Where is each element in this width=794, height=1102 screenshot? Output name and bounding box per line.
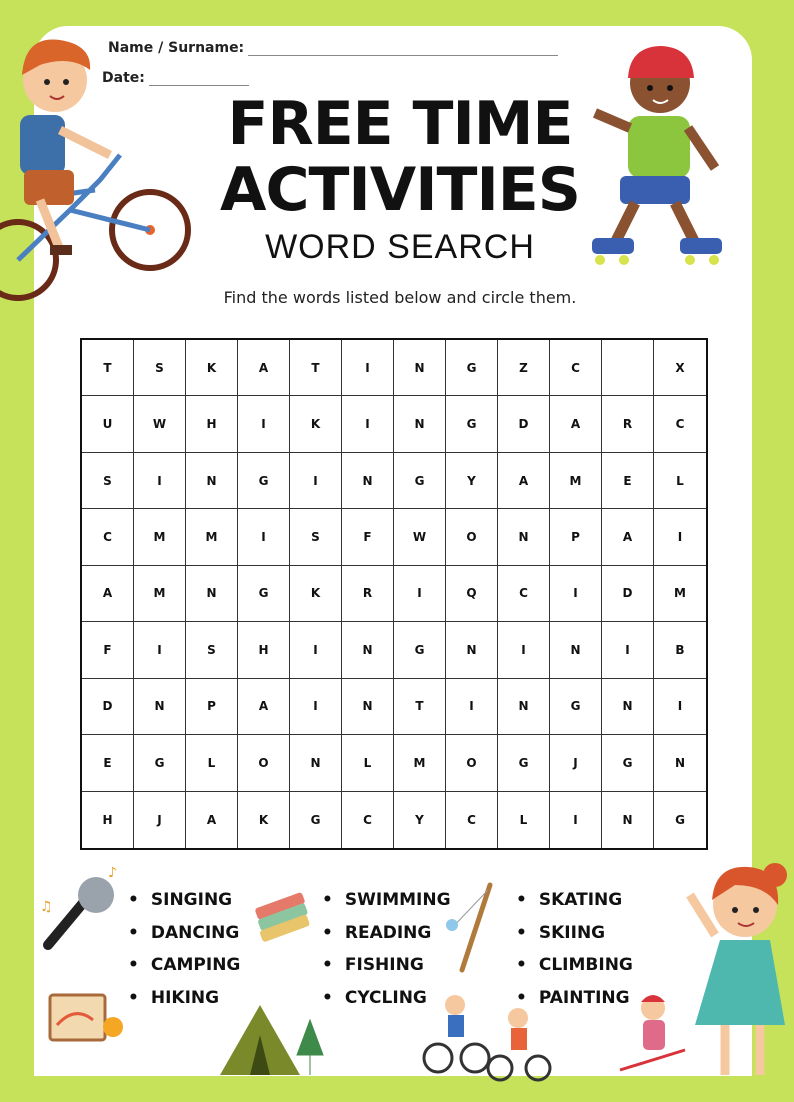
painting-easel-icon (45, 985, 130, 1050)
grid-cell[interactable]: I (238, 396, 290, 452)
grid-cell[interactable]: I (342, 340, 394, 396)
grid-cell[interactable]: I (394, 566, 446, 622)
microphone-icon (38, 865, 128, 955)
grid-cell[interactable]: A (238, 679, 290, 735)
grid-cell[interactable]: I (446, 679, 498, 735)
grid-cell[interactable]: H (238, 622, 290, 678)
title-line-2: ACTIVITIES (220, 155, 580, 225)
grid-cell[interactable]: R (342, 566, 394, 622)
grid-cell[interactable]: Q (446, 566, 498, 622)
grid-cell[interactable]: N (342, 622, 394, 678)
svg-text:♪: ♪ (108, 865, 117, 881)
grid-cell[interactable]: M (394, 735, 446, 791)
grid-cell[interactable]: O (238, 735, 290, 791)
fishing-rod-icon (440, 880, 500, 980)
grid-cell[interactable]: M (186, 509, 238, 565)
grid-cell[interactable]: A (82, 566, 134, 622)
grid-cell[interactable]: C (342, 792, 394, 848)
grid-cell[interactable]: S (82, 453, 134, 509)
grid-cell[interactable]: I (654, 679, 706, 735)
grid-cell[interactable]: I (654, 509, 706, 565)
grid-cell[interactable]: C (446, 792, 498, 848)
tent-icon (215, 995, 335, 1080)
grid-cell[interactable]: Y (446, 453, 498, 509)
grid-cell[interactable]: A (498, 453, 550, 509)
grid-cell[interactable]: G (134, 735, 186, 791)
grid-cell[interactable]: T (394, 679, 446, 735)
word-list-item: • SWIMMING (322, 884, 451, 917)
grid-cell[interactable]: C (550, 340, 602, 396)
grid-cell[interactable]: G (550, 679, 602, 735)
grid-cell[interactable]: E (602, 453, 654, 509)
grid-cell[interactable]: W (394, 509, 446, 565)
grid-cell[interactable]: E (82, 735, 134, 791)
date-field[interactable] (102, 70, 249, 86)
grid-cell[interactable]: P (550, 509, 602, 565)
grid-cell[interactable]: G (446, 340, 498, 396)
title-line-1: FREE TIME (227, 89, 573, 159)
grid-cell[interactable]: L (654, 453, 706, 509)
grid-cell[interactable]: F (342, 509, 394, 565)
grid-cell[interactable]: H (82, 792, 134, 848)
word-list-item: • CAMPING (128, 949, 240, 982)
grid-cell[interactable] (602, 340, 654, 396)
grid-cell[interactable]: I (290, 679, 342, 735)
grid-cell[interactable]: A (238, 340, 290, 396)
grid-cell[interactable]: I (134, 622, 186, 678)
grid-cell[interactable]: S (290, 509, 342, 565)
grid-cell[interactable]: J (550, 735, 602, 791)
grid-cell[interactable]: F (82, 622, 134, 678)
grid-cell[interactable]: N (602, 792, 654, 848)
grid-cell[interactable]: X (654, 340, 706, 396)
grid-cell[interactable]: K (186, 340, 238, 396)
grid-cell[interactable]: G (394, 453, 446, 509)
books-icon (250, 880, 320, 945)
grid-cell[interactable]: T (290, 340, 342, 396)
grid-cell[interactable]: O (446, 509, 498, 565)
grid-cell[interactable]: B (654, 622, 706, 678)
grid-cell[interactable]: I (602, 622, 654, 678)
grid-cell[interactable]: G (290, 792, 342, 848)
grid-cell[interactable]: N (134, 679, 186, 735)
word-search-grid[interactable] (80, 338, 708, 850)
grid-cell[interactable]: N (186, 453, 238, 509)
instructions: Find the words listed below and circle them. (223, 288, 577, 307)
word-list-item: • CYCLING (322, 982, 451, 1015)
grid-cell[interactable]: T (82, 340, 134, 396)
grid-cell[interactable]: S (186, 622, 238, 678)
word-list-item: • SKIING (516, 917, 633, 950)
date-label: Date: (102, 70, 145, 86)
word-list-item: • SKATING (516, 884, 633, 917)
grid-cell[interactable]: C (498, 566, 550, 622)
kids-cycling-icon (420, 990, 555, 1085)
grid-cell[interactable]: R (602, 396, 654, 452)
subtitle: WORD SEARCH (265, 228, 535, 266)
grid-cell[interactable]: N (394, 340, 446, 396)
grid-cell[interactable]: M (134, 509, 186, 565)
grid-cell[interactable]: N (498, 679, 550, 735)
grid-cell[interactable]: D (82, 679, 134, 735)
grid-cell[interactable]: L (342, 735, 394, 791)
word-list-item: • CLIMBING (516, 949, 633, 982)
word-list-item: • DANCING (128, 917, 240, 950)
grid-cell[interactable]: M (654, 566, 706, 622)
name-label: Name / Surname: (108, 40, 245, 56)
grid-cell[interactable]: K (238, 792, 290, 848)
grid-cell[interactable]: I (550, 566, 602, 622)
grid-cell[interactable]: N (654, 735, 706, 791)
grid-cell[interactable]: P (186, 679, 238, 735)
grid-cell[interactable]: W (134, 396, 186, 452)
skier-icon (615, 990, 690, 1075)
grid-cell[interactable]: I (238, 509, 290, 565)
grid-cell[interactable]: U (82, 396, 134, 452)
grid-cell[interactable]: Y (394, 792, 446, 848)
grid-cell[interactable]: G (675, 812, 685, 827)
grid-cell[interactable]: L (186, 735, 238, 791)
grid-cell[interactable]: L (498, 792, 550, 848)
grid-cell[interactable]: N (446, 622, 498, 678)
word-list-item: • READING (322, 917, 451, 950)
grid-cell[interactable]: M (134, 566, 186, 622)
grid-cell[interactable]: G (238, 453, 290, 509)
name-field[interactable] (108, 40, 558, 56)
grid-cell[interactable]: K (290, 566, 342, 622)
grid-cell[interactable]: C (654, 396, 706, 452)
grid-cell[interactable]: G (446, 396, 498, 452)
grid-cell[interactable]: N (498, 509, 550, 565)
grid-cell[interactable]: C (82, 509, 134, 565)
grid-cell[interactable]: I (550, 792, 602, 848)
grid-cell[interactable]: N (290, 735, 342, 791)
grid-cell[interactable]: I (342, 396, 394, 452)
grid-cell[interactable]: H (186, 396, 238, 452)
grid-cell[interactable]: O (446, 735, 498, 791)
girl-illustration (680, 855, 790, 1090)
grid-cell[interactable]: J (134, 792, 186, 848)
grid-cell[interactable]: G (238, 566, 290, 622)
grid-cell[interactable]: Z (498, 340, 550, 396)
word-list-item: • PAINTING (516, 982, 633, 1015)
grid-cell[interactable]: A (550, 396, 602, 452)
word-list-item: • SINGING (128, 884, 240, 917)
grid-cell[interactable]: K (290, 396, 342, 452)
grid-cell[interactable]: I (290, 622, 342, 678)
grid-cell[interactable]: N (186, 566, 238, 622)
word-list-item: • FISHING (322, 949, 451, 982)
grid-cell[interactable]: D (602, 566, 654, 622)
grid-cell[interactable]: N (342, 679, 394, 735)
grid-cell[interactable]: N (550, 622, 602, 678)
grid-cell[interactable]: I (498, 622, 550, 678)
grid-cell[interactable]: N (394, 396, 446, 452)
grid-cell[interactable]: G (602, 735, 654, 791)
grid-cell[interactable]: G (394, 622, 446, 678)
grid-cell[interactable]: N (342, 453, 394, 509)
grid-cell[interactable]: S (134, 340, 186, 396)
grid-cell[interactable]: N (602, 679, 654, 735)
grid-cell[interactable]: I (290, 453, 342, 509)
grid-cell[interactable]: G (498, 735, 550, 791)
word-list-item: • HIKING (128, 982, 240, 1015)
grid-cell[interactable]: D (498, 396, 550, 452)
grid-cell[interactable]: I (134, 453, 186, 509)
svg-text:♫: ♫ (40, 899, 53, 915)
grid-cell[interactable]: A (186, 792, 238, 848)
grid-cell[interactable]: A (602, 509, 654, 565)
grid-cell[interactable]: M (550, 453, 602, 509)
